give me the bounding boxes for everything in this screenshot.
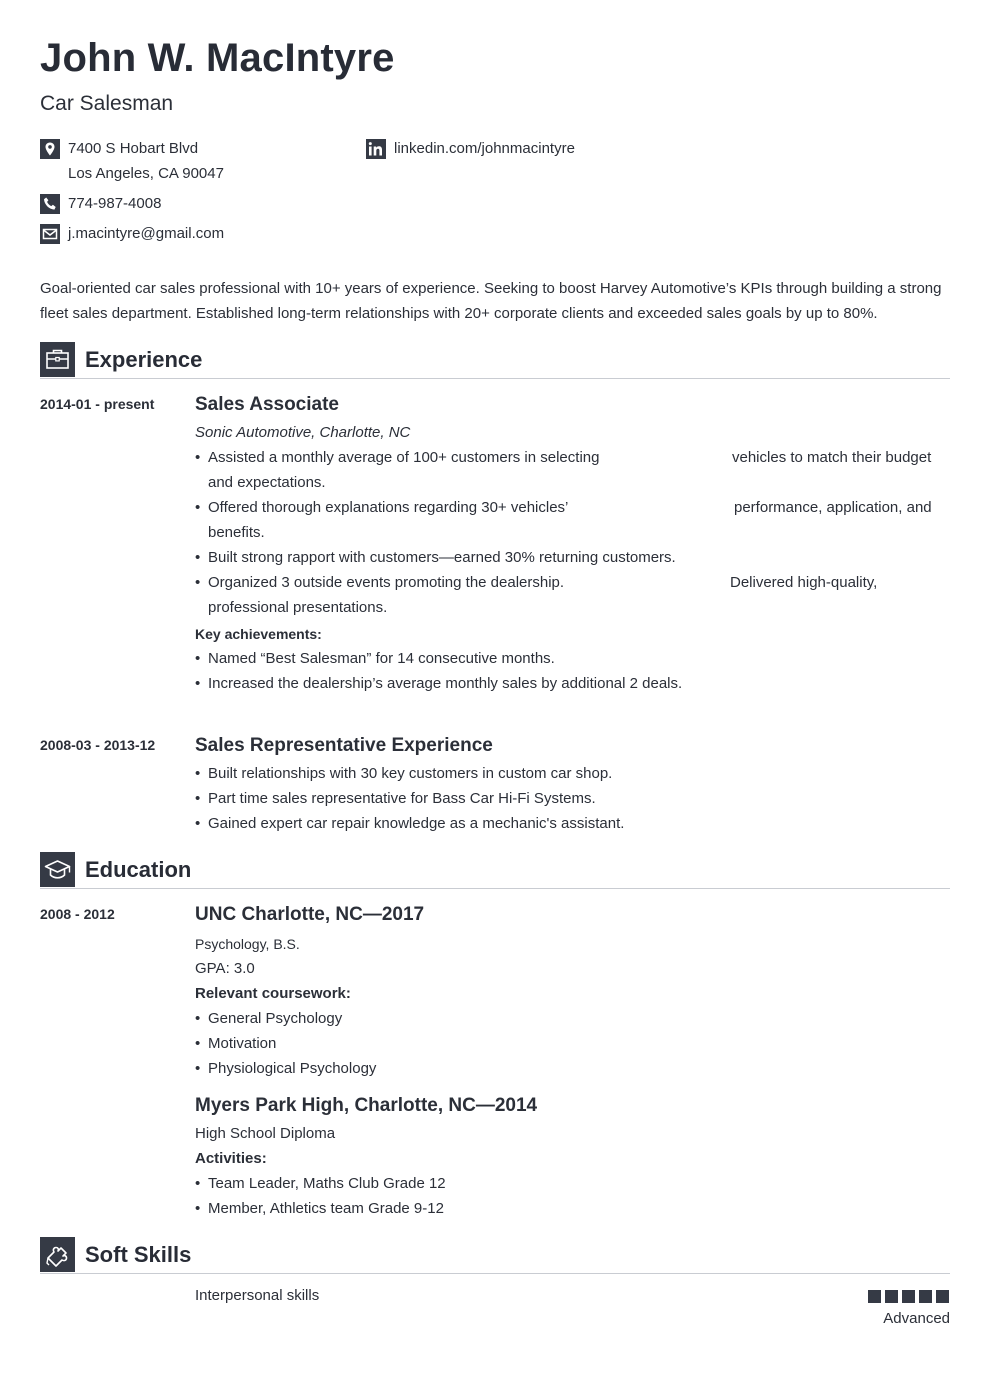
- gpa: GPA: 3.0: [195, 960, 255, 977]
- skill-rating-square: [868, 1290, 881, 1303]
- list-item-wrap: benefits.: [208, 524, 265, 541]
- job-title-heading: Sales Associate: [195, 394, 339, 415]
- location-pin-icon: [40, 139, 60, 159]
- linkedin-icon: [366, 139, 386, 159]
- skills-section-header: [40, 1237, 950, 1274]
- skill-name: Interpersonal skills: [195, 1287, 320, 1304]
- email-text[interactable]: j.macintyre@gmail.com: [68, 225, 225, 242]
- experience-heading: Experience: [85, 347, 203, 372]
- skill-rating-meter: [868, 1290, 950, 1303]
- coursework-label: Relevant coursework:: [195, 985, 351, 1002]
- activities-label: Activities:: [195, 1150, 267, 1167]
- skills-heading: Soft Skills: [85, 1242, 192, 1267]
- graduation-cap-icon: [40, 852, 75, 887]
- education-dates: 2008 - 2012: [40, 906, 115, 922]
- job-title-heading: Sales Representative Experience: [195, 735, 493, 756]
- linkedin-text[interactable]: linkedin.com/johnmacintyre: [394, 140, 575, 157]
- school-name: Myers Park High, Charlotte, NC—2014: [195, 1095, 538, 1116]
- list-item-continued: performance, application, and: [734, 499, 932, 516]
- briefcase-icon: [40, 342, 75, 377]
- address-line-1: 7400 S Hobart Blvd: [68, 140, 199, 157]
- education-heading: Education: [85, 857, 192, 882]
- skill-rating-square: [936, 1290, 949, 1303]
- phone-text: 774-987-4008: [68, 195, 162, 212]
- list-item-wrap: and expectations.: [208, 474, 326, 491]
- address-line-2: Los Angeles, CA 90047: [68, 165, 224, 182]
- email-icon: [40, 224, 60, 244]
- skill-rating-square: [885, 1290, 898, 1303]
- puzzle-icon: [40, 1237, 75, 1272]
- education-section-header: [40, 852, 950, 889]
- skill-level: Advanced: [883, 1310, 950, 1327]
- resume-page: John W. MacIntyre Car Salesman 7400 S Hobart Blvd Los Angeles, CA 90047 774-987-4008 j.macintyre@gmail.com linkedin.com/johnmacintyre Goal-oriented car sales professional with 10+ years of experience. Seeking to boost Harvey Automotive’s KPIs through building a strong fleet sales department. Established long-term relationships with 20+ corporate clients and exceeded sales goals by up to 80%. Experience 2014-01 - present Sales Associate Sonic Automotive, Charlotte, NC • Assisted a monthly average of 100+ customers in selecting vehicles to match their budget and expectations. • Offered thorough explanations regarding 30+ vehicles’ performance, application, and benefits. • Built strong rapport with customers—earned 30% returning customers. • Organized 3 outside events promoting the dealership. Delivered high-quality, professional presentations. Key achievements: • Named “Best Salesman” for 14 consecutive months. • Increased the dealership’s average monthly sales by additional 2 deals. 2008-03 - 2013-12 Sales Representative Experience • Built relationships with 30 key customers in custom car shop. • Part time sales representative for Bass Car Hi-Fi Systems. • Gained expert car repair knowledge as a mechanic's assistant. Education 2008 - 2012 UNC Charlotte, NC—2017 Psychology, B.S. GPA: 3.0 Relevant coursework: • General Psychology • Motivation • Physiological Psychology Myers Park High, Charlotte, NC—2014 High School Diploma Activities: • Team Leader, Maths Club Grade 12 • Member, Athletics team Grade 9-12 Soft Skills Interpersonal skills Advanced: [40, 36, 950, 1327]
- list-item-continued: vehicles to match their budget: [732, 449, 932, 466]
- school-name: UNC Charlotte, NC—2017: [195, 904, 425, 925]
- skill-rating-square: [919, 1290, 932, 1303]
- candidate-name: John W. MacIntyre: [40, 36, 395, 80]
- company-name: Sonic Automotive, Charlotte, NC: [195, 424, 411, 441]
- profile-summary: Goal-oriented car sales professional with 10+ years of experience. Seeking to boost Harvey Automotive’s KPIs through building a strong fleet sales department. Established long-term relationships with 20+ corporate clients and exceeded sales goals by up to 80%.: [40, 280, 942, 322]
- job-dates: 2008-03 - 2013-12: [40, 737, 156, 753]
- phone-icon: [40, 194, 60, 214]
- list-item-continued: Delivered high-quality,: [730, 574, 878, 591]
- achievements-label: Key achievements:: [195, 626, 322, 642]
- skill-rating-square: [902, 1290, 915, 1303]
- degree: High School Diploma: [195, 1125, 336, 1142]
- experience-section-header: [40, 342, 950, 379]
- job-dates: 2014-01 - present: [40, 396, 155, 412]
- list-item-wrap: professional presentations.: [208, 599, 388, 616]
- degree: Psychology, B.S.: [195, 936, 300, 952]
- job-title: Car Salesman: [40, 92, 174, 115]
